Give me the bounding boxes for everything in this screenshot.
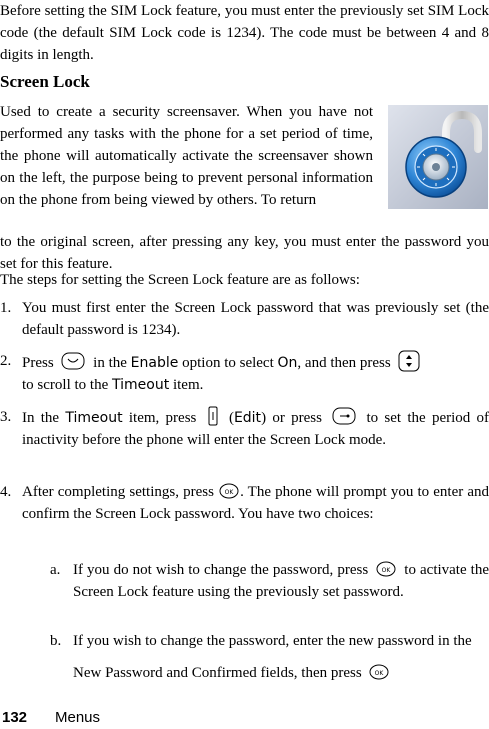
step-text-part: ) or press bbox=[261, 410, 322, 426]
on-keyword: On bbox=[277, 355, 298, 371]
step-text bbox=[22, 406, 489, 451]
substep-text-part: If you wish to change the password, enter the new password bbox=[73, 633, 435, 649]
section-description-continued: to the original screen, after pressing any key, you must enter the password you set for this feature. bbox=[0, 234, 489, 272]
step-number: 4. bbox=[0, 484, 12, 500]
step-text-part: item. bbox=[172, 377, 204, 393]
substep-text-part: to activate the Screen Lock feature using the previously set password. bbox=[73, 562, 489, 600]
substep-a bbox=[50, 559, 489, 603]
footer-section-label: Menus bbox=[55, 709, 101, 726]
svg-text:OK: OK bbox=[381, 567, 391, 574]
ok-key-icon bbox=[219, 483, 239, 499]
step-number: 3. bbox=[0, 409, 12, 425]
step-text-part: In the bbox=[22, 410, 60, 426]
step-text-part: item, press bbox=[128, 410, 197, 426]
timeout-keyword: Timeout bbox=[112, 377, 170, 393]
step-text-part: After completing settings, press bbox=[22, 484, 214, 500]
svg-text:OK: OK bbox=[375, 670, 384, 677]
ok-key-icon bbox=[369, 664, 389, 680]
svg-text:OK: OK bbox=[224, 489, 234, 496]
step-2 bbox=[0, 350, 489, 396]
step-text-part: , and then press bbox=[297, 355, 391, 371]
section-heading: Screen Lock bbox=[0, 72, 90, 91]
substep-text-part: in the New Password and Confirmed fields, then press bbox=[73, 633, 472, 681]
step-text-part: in the bbox=[93, 355, 127, 371]
step-4 bbox=[0, 481, 489, 525]
steps-intro: The steps for setting the Screen Lock feature are as follows: bbox=[0, 272, 360, 288]
step-text-part: option to select bbox=[182, 355, 274, 371]
step-text bbox=[22, 350, 489, 396]
page-footer bbox=[0, 708, 489, 729]
step-text-part: to set the period of inactivity before the phone will enter the Screen Lock mode. bbox=[22, 410, 489, 448]
step-text-part: . The phone will prompt you to enter and confirm the Screen Lock password. You have two choices: bbox=[22, 484, 489, 522]
enable-keyword: Enable bbox=[130, 355, 179, 371]
timeout-keyword: Timeout bbox=[65, 410, 123, 426]
menu-key-icon bbox=[61, 352, 85, 370]
substep-letter: b. bbox=[50, 633, 62, 649]
section-description: Used to create a security screensaver. When you have not performed any tasks with the phone for a set period of time, the phone will automatically activate the screensaver shown on the left, the purpose being to prevent personal information on the phone from being viewed by others. To return bbox=[0, 104, 373, 208]
step-text: You must first enter the Screen Lock password that was previously set (the default password is 1234). bbox=[22, 300, 489, 338]
step-text-part: Press bbox=[22, 355, 54, 371]
padlock-icon bbox=[388, 105, 488, 209]
intro-paragraph: Before setting the SIM Lock feature, you must enter the previously set SIM Lock code (the default SIM Lock code is 1234). The code must be between 4 and 8 digits in length. bbox=[0, 3, 489, 63]
substep-text bbox=[73, 559, 489, 603]
step-number: 1. bbox=[0, 300, 12, 316]
substep-text-part: If you do not wish to change the password, press bbox=[73, 562, 369, 578]
ok-key-icon bbox=[376, 561, 396, 577]
side-key-icon bbox=[332, 407, 356, 425]
substep-letter: a. bbox=[50, 562, 61, 578]
step-text-part: to scroll to the bbox=[22, 377, 109, 393]
step-3 bbox=[0, 406, 489, 451]
step-1 bbox=[0, 297, 489, 341]
soft-key-icon bbox=[207, 406, 219, 426]
step-text bbox=[22, 481, 489, 525]
substep-text bbox=[73, 625, 489, 689]
step-number: 2. bbox=[0, 353, 12, 369]
navigation-key-icon bbox=[398, 350, 420, 372]
substep-b bbox=[50, 630, 489, 689]
page-number: 132 bbox=[2, 709, 28, 726]
step-text-part: ( bbox=[228, 410, 234, 426]
edit-keyword: Edit bbox=[233, 410, 262, 426]
